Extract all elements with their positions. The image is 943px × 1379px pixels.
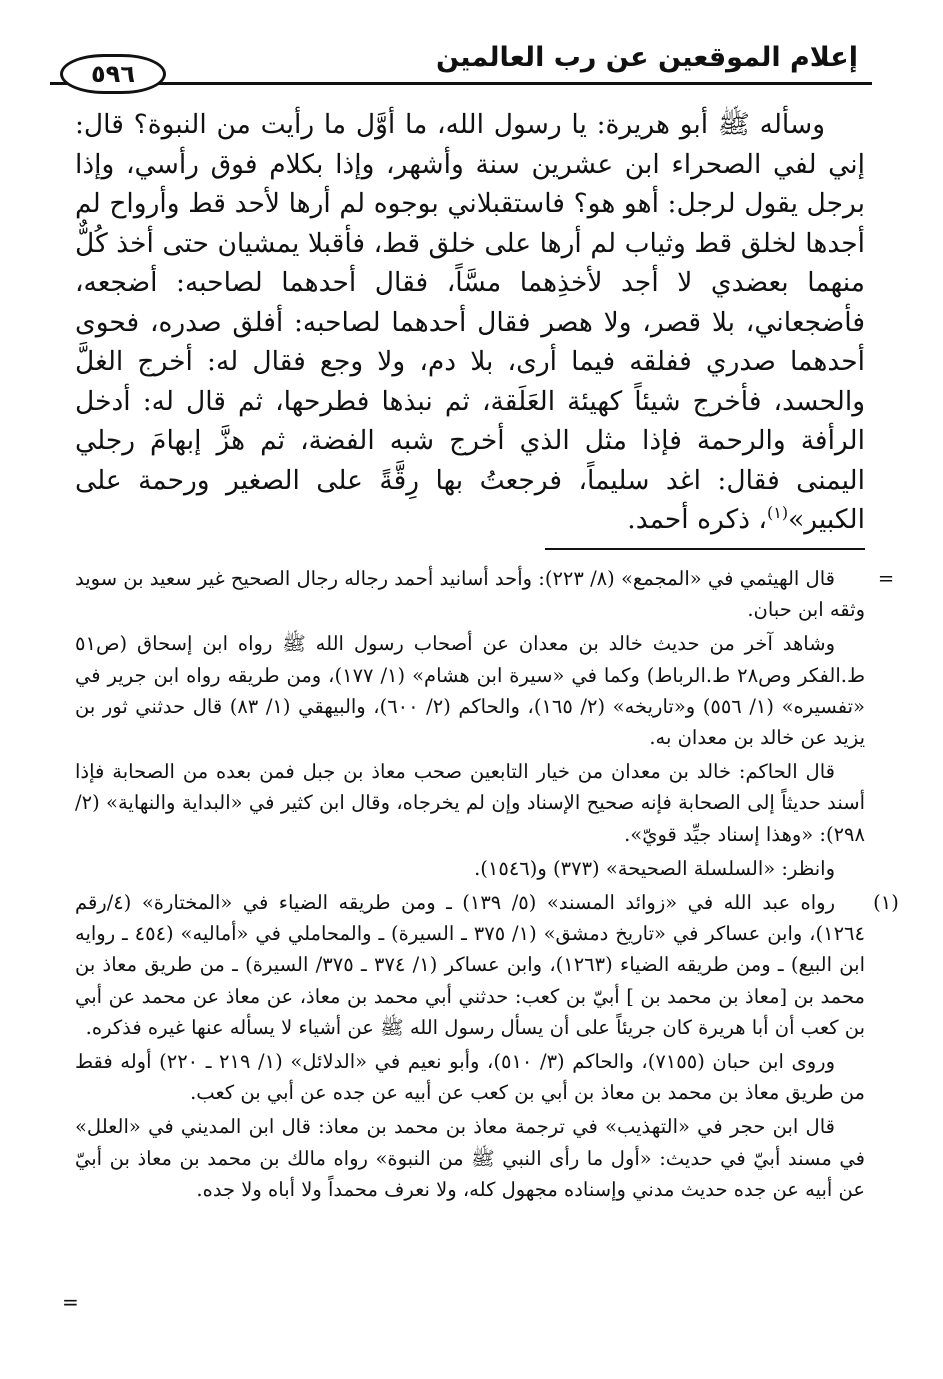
footnote-continued-marker: = (877, 567, 895, 590)
footnote-paragraph: رواه عبد الله في «زوائد المسند» (٥/ ١٣٩) ـ ومن طريقه الضياء في «المختارة» (٤/رقم ١٢٦٤)، وابن عساكر في «تاريخ دمشق» (١/ ٣٧٥ ـ السيرة) ـ والمحاملي في «أماليه» (٤٥٤ ـ روايه ابن البيع) ـ ومن طريقه الضياء (١٢٦٣)، وابن عساكر (١/ ٣٧٤ ـ ٣٧٥/ السيرة) ـ من طريق معاذ بن محمد بن [معاذ بن محمد بن ] أبيّ بن كعب: حدثني أبي محمد بن معاذ، عن معاذ عن محمد عن أبي بن كعب أن أبا هريرة كان جريئاً على أن يسأل رسول الله ﷺ عن أشياء لا يسأله عنها غيره فذكره. (75, 891, 865, 1039)
footnote-continued (75, 563, 895, 884)
footnote-1-marker: (١) (873, 891, 899, 915)
footnote-paragraph: وانظر: «السلسلة الصحيحة» (٣٧٣) و(١٥٤٦). (474, 856, 835, 880)
continuation-mark: = (62, 1290, 79, 1314)
footnote-paragraph: قال ابن حجر في «التهذيب» في ترجمة معاذ بن محمد بن معاذ: قال ابن المديني في «العلل» في مسند أبيّ في حديث: «أول ما رأى النبي ﷺ من النبوة» رواه مالك بن محمد بن معاذ بن أبيّ عن أبيه عن جده حديث مدني وإسناده مجهول كله، ولا نعرف محمداً ولا أباه ولا جده. (75, 1115, 865, 1201)
footnotes (75, 563, 899, 1208)
running-title: إعلام الموقعين عن رب العالمين (436, 42, 858, 73)
main-text (75, 105, 865, 540)
main-paragraph-tail: ، ذكره أحمد. (627, 504, 767, 535)
footnote-reference: (١) (767, 503, 789, 523)
footnote-paragraph: وروى ابن حبان (٧١٥٥)، والحاكم (٣/ ٥١٠)، وأبو نعيم في «الدلائل» (١/ ٢١٩ ـ ٢٢٠) أوله فقط من طريق معاذ بن محمد بن معاذ بن أبي بن كعب عن أبيه عن جده عن أبي بن كعب. (75, 1050, 865, 1105)
footnote-paragraph: وشاهد آخر من حديث خالد بن معدان عن أصحاب رسول الله ﷺ رواه ابن إسحاق (ص٥١ ط.الفكر وص٢٨ ط.الرباط) وكما في «سيرة ابن هشام» (١/ ١٧٧)، ومن طريقه رواه ابن جرير في «تفسيره» (١/ ٥٥٦) و«تاريخه» (٢/ ١٦٥)، والحاكم (٢/ ٦٠٠)، والبيهقي (١/ ٨٣) قال حدثني ثور بن يزيد عن خالد بن معدان به. (75, 632, 865, 750)
footnote-paragraph: قال الحاكم: خالد بن معدان من خيار التابعين صحب معاذ بن جبل فمن بعده من الصحابة فإذا أسند حديثاً إلى الصحابة فإنه صحيح الإسناد وإن لم يخرجاه، وقال ابن كثير في «البداية والنهاية» (٢/ ٢٩٨): «وهذا إسناد جيِّد قويّ». (75, 760, 865, 846)
header-rule (50, 82, 872, 85)
page-header (50, 40, 872, 98)
footnote-1 (75, 887, 899, 1205)
footnote-paragraph: قال الهيثمي في «المجمع» (٨/ ٢٢٣): وأحد أسانيد أحمد رجاله رجال الصحيح غير سعيد بن سويد وثقه ابن حبان. (75, 567, 865, 622)
main-paragraph (75, 105, 865, 540)
page-number: ٥٩٦ (60, 54, 166, 94)
main-paragraph-text: وسأله ﷺ أبو هريرة: يا رسول الله، ما أوَّل ما رأيت من النبوة؟ قال: إني لفي الصحراء ابن عشرين سنة وأشهر، وإذا بكلام فوق رأسي، وإذا برجل يقول لرجل: أهو هو؟ فاستقبلاني بوجوه لم أرها لأحد قط وأرواح لم أجدها لخلق قط وثياب لم أرها على خلق قط، فأقبلا يمشيان حتى أخذ كُلٌّ منهما بعضدي لا أجد لأخذِهما مسَّاً، فقال أحدهما لصاحبه: أضجعه، فأضجعاني، بلا قصر، ولا هصر فقال أحدهما لصاحبه: أفلق صدره، فحوى أحدهما صدري ففلقه فيما أرى، بلا دم، ولا وجع فقال له: أخرج الغلَّ والحسد، فأخرج شيئاً كهيئة العَلَقة، ثم نبذها فطرحها، ثم قال له: أدخل الرأفة والرحمة فإذا مثل الذي أخرج شبه الفضة، ثم هزَّ إبهامَ رجلي اليمنى فقال: اغد سليماً، فرجعتُ بها رِقَّةً على الصغير ورحمة على الكبير» (75, 109, 865, 535)
footnote-separator (545, 548, 865, 550)
